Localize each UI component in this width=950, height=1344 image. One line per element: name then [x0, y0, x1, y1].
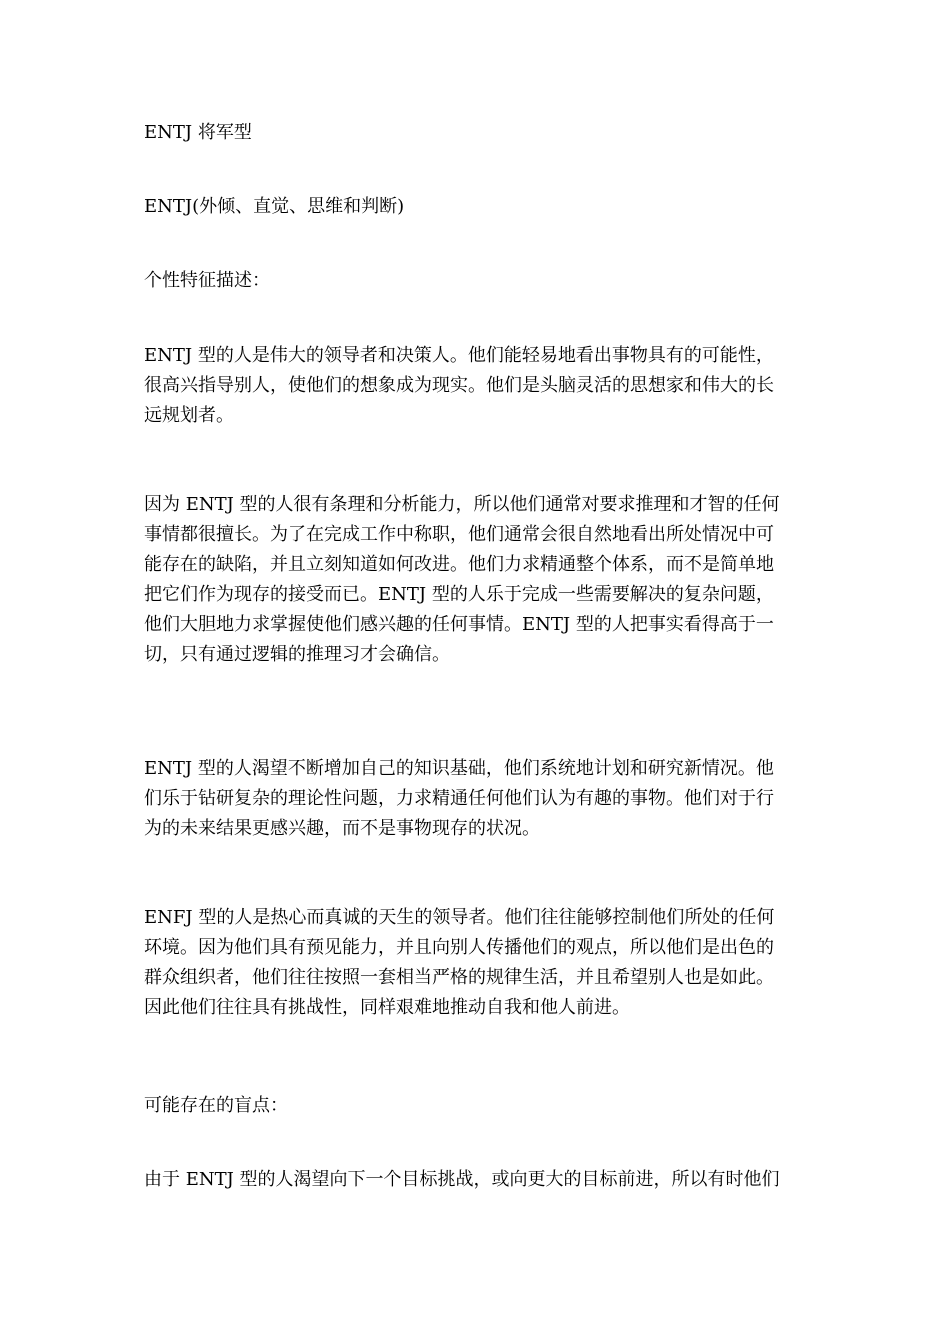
- paragraph-line: 能存在的缺陷，并且立刻知道如何改进。他们力求精通整个体系，而不是简单地: [144, 554, 774, 575]
- paragraph-line: ENTJ 型的人是伟大的领导者和决策人。他们能轻易地看出事物具有的可能性，: [144, 345, 774, 366]
- paragraph-4: [144, 903, 808, 1023]
- document-title: [144, 118, 808, 148]
- paragraph-line: 他们大胆地力求掌握使他们感兴趣的任何事情。ENTJ 型的人把事实看得高于一: [144, 614, 774, 635]
- paragraph-2: [144, 490, 808, 670]
- paragraph-1: [144, 341, 808, 431]
- paragraph-line: ENTJ 型的人渴望不断增加自己的知识基础，他们系统地计划和研究新情况。他: [144, 758, 774, 779]
- paragraph-line: 们乐于钻研复杂的理论性问题，力求精通任何他们认为有趣的事物。他们对于行: [144, 788, 774, 809]
- paragraph-line: 为的未来结果更感兴趣，而不是事物现存的状况。: [144, 818, 540, 839]
- paragraph-line: 切，只有通过逻辑的推理习才会确信。: [144, 644, 450, 665]
- paragraph-3: [144, 754, 808, 844]
- paragraph-line: ENFJ 型的人是热心而真诚的天生的领导者。他们往往能够控制他们所处的任何: [144, 907, 775, 928]
- section-heading-blindspots: [144, 1091, 808, 1121]
- section-heading-text: 可能存在的盲点：: [144, 1095, 288, 1116]
- paragraph-line: 事情都很擅长。为了在完成工作中称职，他们通常会很自然地看出所处情况中可: [144, 524, 774, 545]
- paragraph-line: 很高兴指导别人，使他们的想象成为现实。他们是头脑灵活的思想家和伟大的长: [144, 375, 774, 396]
- section-heading-personality: [144, 266, 808, 296]
- paragraph-line: 把它们作为现存的接受而已。ENTJ 型的人乐于完成一些需要解决的复杂问题，: [144, 584, 774, 605]
- paragraph-line: 环境。因为他们具有预见能力，并且向别人传播他们的观点，所以他们是出色的: [144, 937, 774, 958]
- title-text: ENTJ 将军型: [144, 122, 252, 143]
- paragraph-line: 由于 ENTJ 型的人渴望向下一个目标挑战，或向更大的目标前进，所以有时他们: [144, 1169, 780, 1190]
- document-subtitle: [144, 192, 808, 222]
- paragraph-5: [144, 1165, 808, 1195]
- paragraph-line: 因为 ENTJ 型的人很有条理和分析能力，所以他们通常对要求推理和才智的任何: [144, 494, 780, 515]
- paragraph-line: 群众组织者，他们往往按照一套相当严格的规律生活，并且希望别人也是如此。: [144, 967, 774, 988]
- subtitle-text: ENTJ(外倾、直觉、思维和判断): [144, 196, 405, 217]
- paragraph-line: 远规划者。: [144, 405, 234, 426]
- section-heading-text: 个性特征描述：: [144, 270, 270, 291]
- paragraph-line: 因此他们往往具有挑战性，同样艰难地推动自我和他人前进。: [144, 997, 630, 1018]
